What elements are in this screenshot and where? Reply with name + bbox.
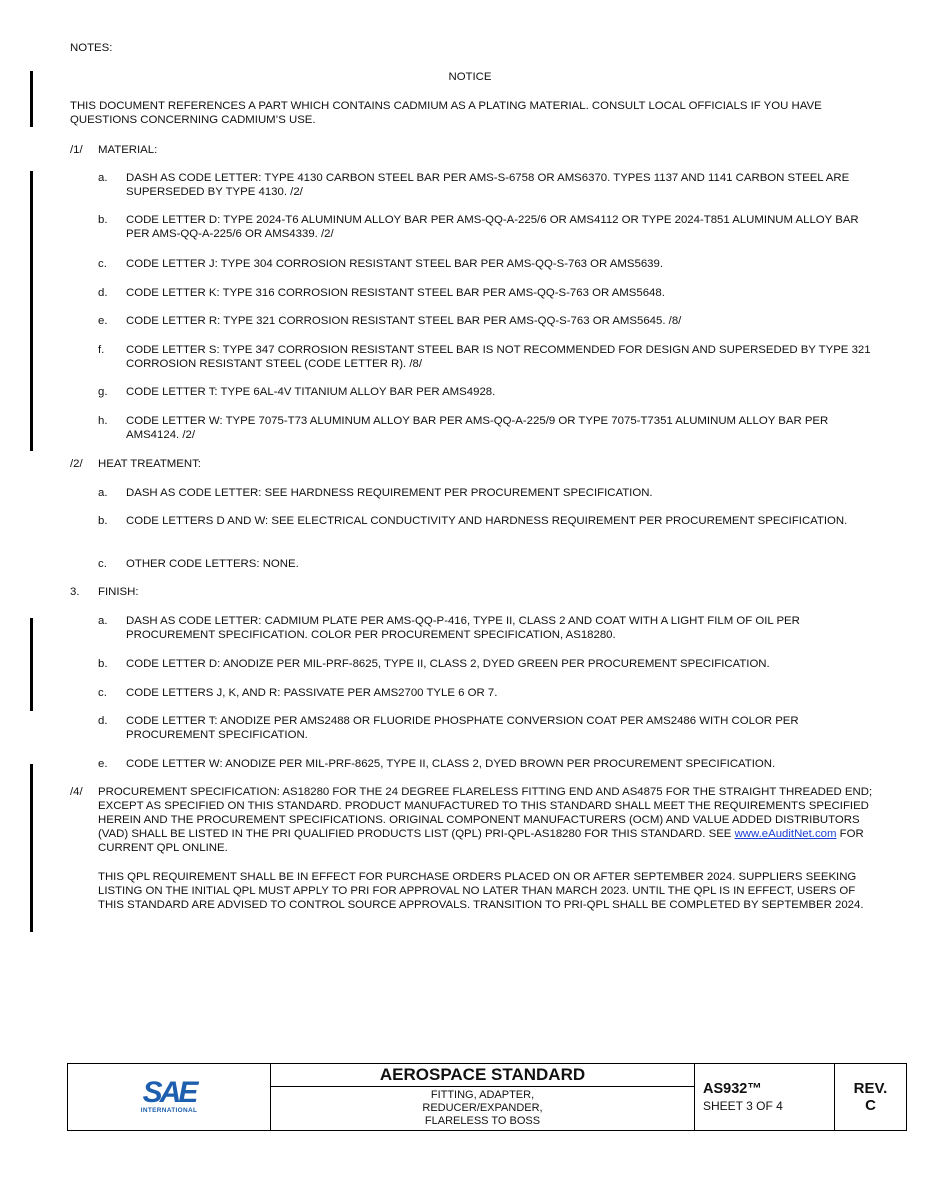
item-text: CODE LETTER D: ANODIZE PER MIL-PRF-8625, TYPE II, CLASS 2, DYED GREEN PER PROCUREMENT SPECIFICATION.: [126, 658, 770, 670]
item-key: g.: [98, 386, 108, 398]
item-text: CODE LETTER W: TYPE 7075-T73 ALUMINUM ALLOY BAR PER AMS-QQ-A-225/9 OR TYPE 7075-T7351 ALUMINUM ALLOY BAR PER AMS4124. /2/: [126, 415, 829, 441]
procurement-text: PROCUREMENT SPECIFICATION: AS18280 FOR THE 24 DEGREE FLARELESS FITTING END AND AS4875 FOR THE STRAIGHT THREADED END; EXCEPT AS SPECIFIED ON THIS STANDARD. PRODUCT MANUFACTURED TO THIS STANDARD SHALL MEET THE REQUIREMENTS SPECIFIED HEREIN AND THE PROCUREMENT SPECIFICATIONS. ORIGINAL COMPONENT MANUFACTURERS (OCM) AND VALUE ADDED DISTRIBUTORS (VAD) SHALL BE LISTED IN THE PRI QUALIFIED PRODUCTS LIST (QPL) PRI-QPL-AS18280 FOR THIS STANDARD. SEE: [98, 786, 873, 840]
description-line: FITTING, ADAPTER,: [430, 1089, 535, 1101]
item-text: CODE LETTERS D AND W: SEE ELECTRICAL CONDUCTIVITY AND HARDNESS REQUIREMENT PER PROCUREMENT SPECIFICATION.: [126, 515, 848, 527]
item-text: DASH AS CODE LETTER: TYPE 4130 CARBON STEEL BAR PER AMS-S-6758 OR AMS6370. TYPES 1137 AND 1141 CARBON STEEL ARE SUPERSEDED BY TYPE 4130. /2/: [126, 172, 850, 198]
qpl-paragraph: THIS QPL REQUIREMENT SHALL BE IN EFFECT FOR PURCHASE ORDERS PLACED ON OR AFTER SEPTEMBER 2024. SUPPLIERS SEEKING LISTING ON THE INITIAL QPL MUST APPLY TO PRI FOR APPROVAL NO LATER THAN MARCH 2023. UNTIL THE QPL IS IN EFFECT, USERS OF THIS STANDARD ARE ADVISED TO CONTROL SOURCE APPROVALS. TRANSITION TO PRI-QPL SHALL BE COMPLETED BY SEPTEMBER 2024.: [98, 871, 864, 911]
item-key: b.: [98, 515, 108, 527]
item-key: a.: [98, 172, 108, 184]
item-key: e.: [98, 758, 108, 770]
item-text: CODE LETTER S: TYPE 347 CORROSION RESISTANT STEEL BAR IS NOT RECOMMENDED FOR DESIGN AND SUPERSEDED BY TYPE 321 CORROSION RESISTANT STEEL (CODE LETTER R). /8/: [126, 344, 871, 370]
logo-cell: [68, 1064, 271, 1131]
part-description: [271, 1087, 695, 1131]
notes-label: NOTES:: [70, 42, 113, 54]
item-key: c.: [98, 558, 107, 570]
item-text: DASH AS CODE LETTER: SEE HARDNESS REQUIREMENT PER PROCUREMENT SPECIFICATION.: [126, 487, 653, 499]
section-number: /2/: [70, 458, 83, 470]
item-key: a.: [98, 487, 108, 499]
change-bar: [30, 171, 33, 451]
item-key: c.: [98, 687, 107, 699]
item-key: a.: [98, 615, 108, 627]
rev-label: REV.: [853, 1080, 888, 1097]
sae-logo: [140, 1076, 198, 1114]
doc-number: AS932™: [703, 1081, 762, 1097]
description-line: REDUCER/EXPANDER,: [422, 1102, 543, 1114]
doc-number-cell: [695, 1064, 835, 1131]
notice-heading: NOTICE: [448, 71, 492, 83]
item-key: d.: [98, 715, 108, 727]
item-text: CODE LETTER R: TYPE 321 CORROSION RESISTANT STEEL BAR PER AMS-QQ-S-763 OR AMS5645. /8/: [126, 315, 682, 327]
item-key: b.: [98, 214, 108, 226]
sae-logo-letters: SAE: [142, 1076, 196, 1109]
item-key: e.: [98, 315, 108, 327]
item-key: d.: [98, 287, 108, 299]
rev-cell: [835, 1064, 907, 1131]
rev-value: C: [865, 1097, 876, 1114]
section-title: HEAT TREATMENT:: [98, 458, 201, 470]
section-title: MATERIAL:: [98, 144, 158, 156]
sae-logo-subtext: INTERNATIONAL: [140, 1107, 198, 1114]
item-key: h.: [98, 415, 108, 427]
item-key: c.: [98, 258, 107, 270]
description-line: FLARELESS TO BOSS: [424, 1115, 541, 1127]
item-text: CODE LETTER K: TYPE 316 CORROSION RESISTANT STEEL BAR PER AMS-QQ-S-763 OR AMS5648.: [126, 287, 665, 299]
eauditnet-link[interactable]: www.eAuditNet.com: [734, 828, 837, 840]
item-key: f.: [98, 344, 105, 356]
item-text: CODE LETTER T: ANODIZE PER AMS2488 OR FLUORIDE PHOSPHATE CONVERSION COAT PER AMS2486 WITH COLOR PER PROCUREMENT SPECIFICATION.: [126, 715, 799, 741]
item-text: CODE LETTER W: ANODIZE PER MIL-PRF-8625, TYPE II, CLASS 2, DYED BROWN PER PROCUREMENT SPECIFICATION.: [126, 758, 776, 770]
item-text: CODE LETTER J: TYPE 304 CORROSION RESISTANT STEEL BAR PER AMS-QQ-S-763 OR AMS5639.: [126, 258, 663, 270]
item-key: b.: [98, 658, 108, 670]
section-number: 3.: [70, 586, 80, 598]
section-number: /4/: [70, 786, 83, 798]
item-text: CODE LETTER T: TYPE 6AL-4V TITANIUM ALLOY BAR PER AMS4928.: [126, 386, 496, 398]
change-bar: [30, 764, 33, 932]
item-text: CODE LETTER D: TYPE 2024-T6 ALUMINUM ALLOY BAR PER AMS-QQ-A-225/6 OR AMS4112 OR TYPE 2024-T851 ALUMINUM ALLOY BAR PER AMS-QQ-A-225/6 OR AMS4339. /2/: [126, 214, 859, 240]
notice-text: THIS DOCUMENT REFERENCES A PART WHICH CONTAINS CADMIUM AS A PLATING MATERIAL. CONSULT LOCAL OFFICIALS IF YOU HAVE QUESTIONS CONCERNING CADMIUM’S USE.: [70, 100, 822, 126]
standard-title: AEROSPACE STANDARD: [271, 1064, 695, 1087]
item-text: DASH AS CODE LETTER: CADMIUM PLATE PER AMS-QQ-P-416, TYPE II, CLASS 2 AND COAT WITH A LIGHT FILM OF OIL PER PROCUREMENT SPECIFICATION. COLOR PER PROCUREMENT SPECIFICATION, AS18280.: [126, 615, 800, 641]
procurement-paragraph: [98, 785, 878, 855]
section-title: FINISH:: [98, 586, 139, 598]
title-block: [67, 1063, 907, 1131]
item-text: CODE LETTERS J, K, AND R: PASSIVATE PER AMS2700 TYLE 6 OR 7.: [126, 687, 498, 699]
change-bar: [30, 618, 33, 711]
procurement-text-end: FOR CURRENT QPL ONLINE.: [98, 828, 864, 854]
item-text: OTHER CODE LETTERS: NONE.: [126, 558, 299, 570]
sheet-number: SHEET 3 OF 4: [703, 1099, 783, 1113]
section-number: /1/: [70, 144, 83, 156]
